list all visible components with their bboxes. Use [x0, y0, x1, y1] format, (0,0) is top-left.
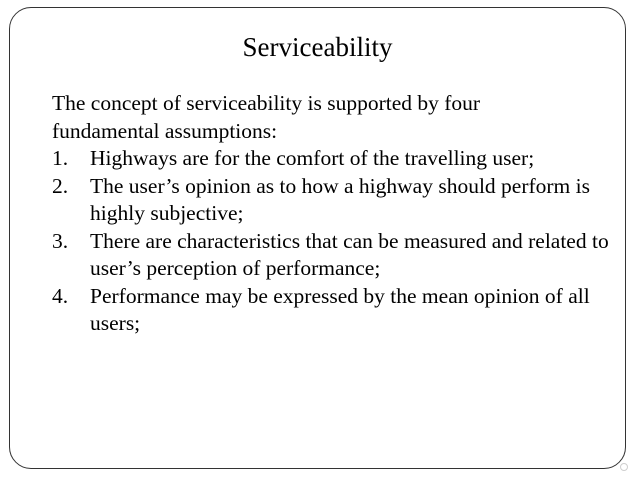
list-item-number: 4. — [52, 283, 69, 308]
list-item — [52, 228, 612, 283]
list-item — [52, 283, 612, 338]
slide-title: Serviceability — [242, 32, 393, 62]
slide — [9, 7, 626, 469]
assumption-list — [52, 145, 612, 338]
corner-marker — [620, 463, 628, 471]
list-item-number: 1. — [52, 146, 69, 170]
list-item-text: The user’s opinion as to how a highway should perform is highly subjective; — [90, 173, 591, 225]
list-item-text: Highways are for the comfort of the travelling user; — [90, 146, 535, 170]
list-item-text: There are characteristics that can be measured and related to user’s perception of performance; — [90, 228, 609, 280]
list-item-text: Performance may be expressed by the mean opinion of all users; — [90, 283, 590, 335]
list-item-number: 3. — [52, 228, 69, 253]
list-item-number: 2. — [52, 173, 69, 198]
intro-paragraph: The concept of serviceability is supported by four fundamental assumptions: — [52, 91, 481, 143]
list-item — [52, 173, 612, 228]
list-item — [52, 145, 612, 173]
